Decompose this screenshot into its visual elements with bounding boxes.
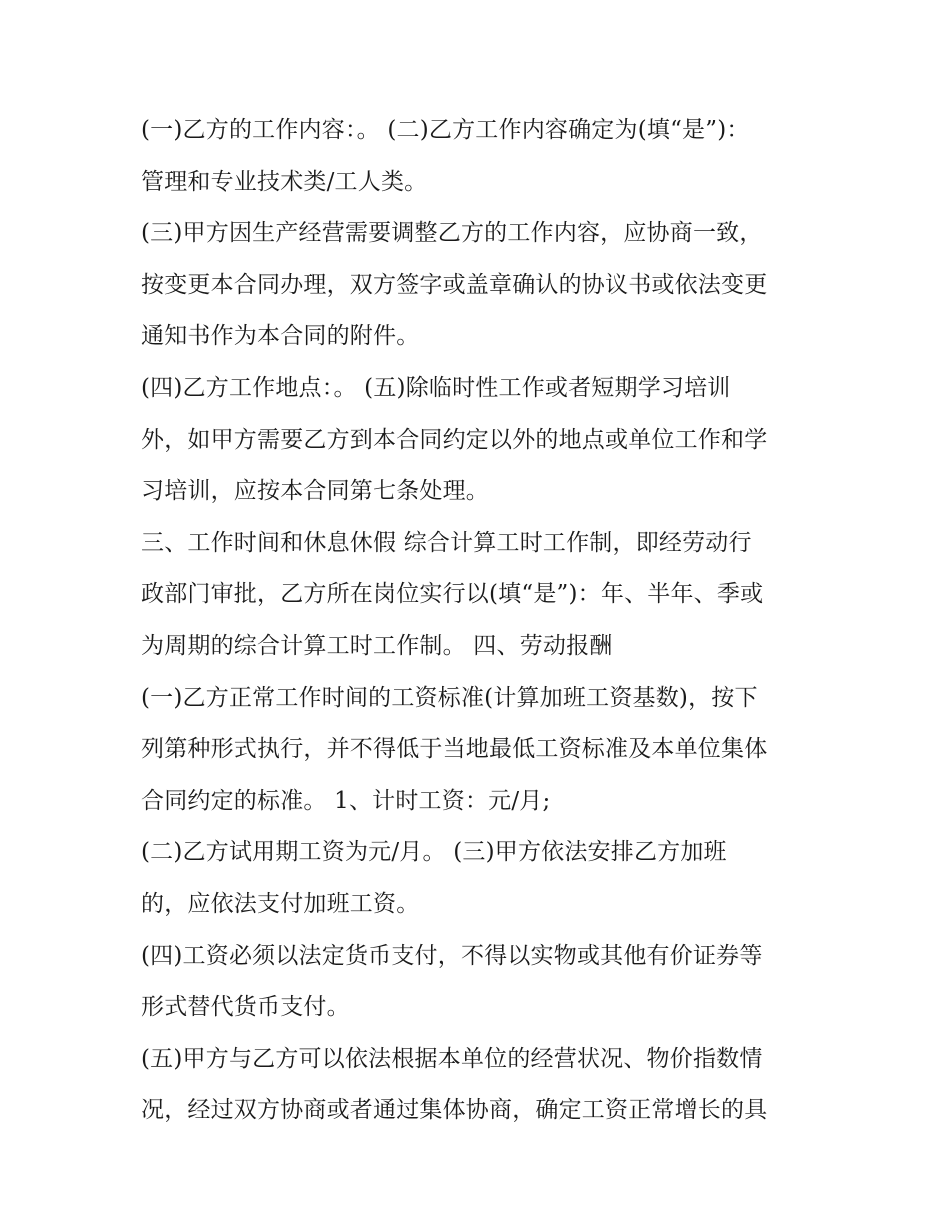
text-line: 列第种形式执行，并不得低于当地最低工资标准及本单位集体 (141, 736, 768, 763)
text-line: (一)乙方的工作内容：。 (二)乙方工作内容确定为(填“是”)： (141, 117, 750, 143)
text-line: 政部门审批，乙方所在岗位实行以(填“是”)：年、半年、季或 (141, 581, 764, 608)
text-line: (一)乙方正常工作时间的工资标准(计算加班工资基数)，按下 (141, 684, 758, 711)
text-line: 习培训，应按本合同第七条处理。 (141, 478, 489, 505)
text-line: 合同约定的标准。 1、计时工资：元/月; (141, 787, 551, 814)
text-line: 况，经过双方协商或者通过集体协商，确定工资正常增长的具 (141, 1097, 768, 1124)
text-line: 通知书作为本合同的附件。 (141, 323, 420, 350)
text-line: 为周期的综合计算工时工作制。 四、劳动报酬 (141, 632, 613, 659)
text-line: 外，如甲方需要乙方到本合同约定以外的地点或单位工作和学 (141, 426, 768, 453)
text-line: (四)工资必须以法定货币支付，不得以实物或其他有价证券等 (141, 942, 763, 969)
text-line: (二)乙方试用期工资为元/月。 (三)甲方依法安排乙方加班 (141, 839, 727, 866)
text-line: 的，应依法支付加班工资。 (141, 890, 420, 917)
contract-text (141, 110, 821, 1142)
text-line: 三、工作时间和休息休假 综合计算工时工作制，即经劳动行 (141, 529, 752, 556)
text-line: (四)乙方工作地点：。 (五)除临时性工作或者短期学习培训 (141, 374, 731, 401)
text-line: (三)甲方因生产经营需要调整乙方的工作内容，应协商一致， (141, 220, 763, 247)
text-line: 按变更本合同办理，双方签字或盖章确认的协议书或依法变更 (141, 271, 768, 298)
text-line: 管理和专业技术类/工人类。 (141, 168, 428, 195)
text-line: 形式替代货币支付。 (141, 994, 350, 1021)
text-line: (五)甲方与乙方可以依法根据本单位的经营状况、物价指数情 (141, 1045, 763, 1072)
